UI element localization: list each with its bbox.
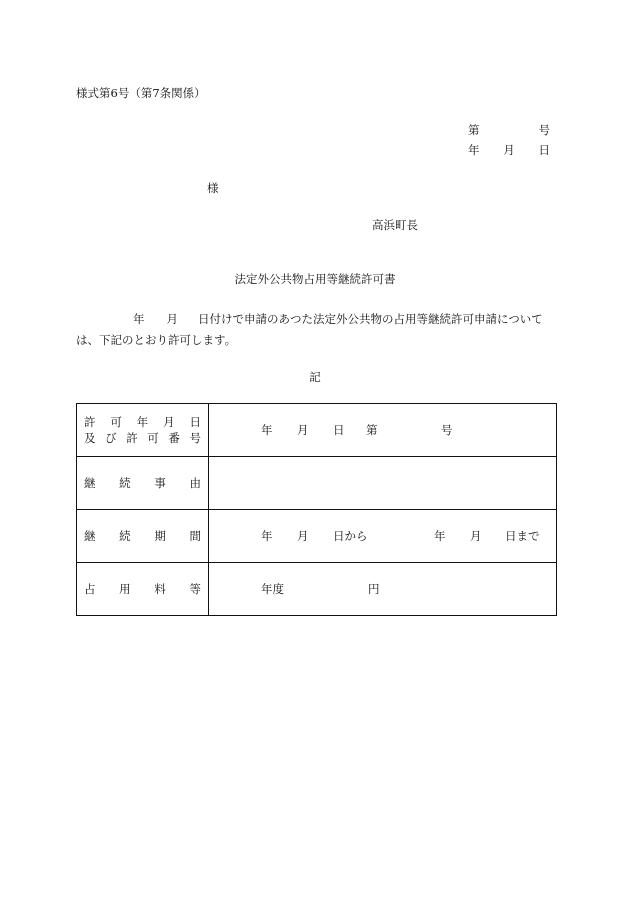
continuation-reason-label: 継 続 事 由 bbox=[77, 457, 209, 510]
body-year: 年 bbox=[133, 312, 145, 326]
continuation-reason-row bbox=[77, 457, 557, 510]
continuation-period-label: 継 続 期 間 bbox=[77, 510, 209, 563]
permit-date-row bbox=[77, 404, 557, 457]
document-date bbox=[468, 142, 550, 158]
body-month: 月 bbox=[166, 312, 178, 326]
form-identifier: 様式第6号（第7条関係） bbox=[76, 86, 206, 100]
issuer-name: 高浜町長 bbox=[372, 218, 418, 232]
continuation-period-row bbox=[77, 510, 557, 563]
number-suffix: 号 bbox=[538, 123, 550, 137]
permit-date-value: 年 月 日 第 号 bbox=[209, 404, 557, 457]
continuation-reason-value bbox=[209, 457, 557, 510]
date-year: 年 bbox=[468, 143, 480, 157]
occupancy-fee-value: 年度 円 bbox=[209, 563, 557, 616]
date-month: 月 bbox=[503, 143, 515, 157]
permit-table bbox=[76, 403, 557, 616]
body-text: 日付けで申請のあつた法定外公共物の占用等継続許可申請については、下記のとおり許可します。 bbox=[76, 312, 543, 347]
occupancy-fee-row bbox=[77, 563, 557, 616]
addressee-honorific: 様 bbox=[207, 181, 219, 195]
body-paragraph bbox=[76, 309, 556, 351]
ki-heading: 記 bbox=[309, 370, 321, 384]
occupancy-fee-label: 占 用 料 等 bbox=[77, 563, 209, 616]
document-title: 法定外公共物占用等継続許可書 bbox=[234, 272, 396, 286]
document-number bbox=[468, 122, 550, 138]
date-day: 日 bbox=[538, 143, 550, 157]
continuation-period-value: 年 月 日から 年 月 日まで bbox=[209, 510, 557, 563]
number-prefix: 第 bbox=[468, 123, 480, 137]
permit-date-label: 許 可 年 月 日 及 び 許 可 番 号 bbox=[77, 404, 209, 457]
